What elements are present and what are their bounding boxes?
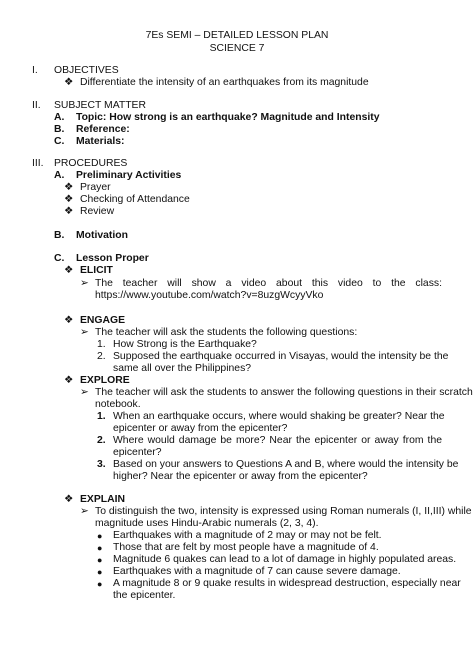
explore-question-1: When an earthquake occurs, where would shaking be greater? Near the [113,411,445,422]
diamond-bullet-icon: ❖ [64,206,74,217]
list-number: 3. [97,459,106,470]
explain-heading: EXPLAIN [80,494,126,505]
arrow-bullet-icon: ➢ [80,278,89,289]
explain-intro-cont: magnitude uses Hindu-Arabic numerals (2, 3, 4). [95,518,319,529]
arrow-bullet-icon: ➢ [80,506,89,517]
dot-bullet-icon: ● [97,531,103,541]
explore-question-3: Based on your answers to Questions A and B, where would the intensity be [113,459,459,470]
diamond-bullet-icon: ❖ [64,494,74,505]
elicit-line: The teacher will show a video about this video to the class: [95,278,442,289]
motivation-heading: Motivation [76,230,128,241]
explain-bullet-1: Earthquakes with a magnitude of 2 may or may not be felt. [113,530,382,541]
prelim-heading: Preliminary Activities [76,170,182,181]
explore-question-3-cont: higher? Near the epicenter or away from the epicenter? [113,471,368,482]
video-link[interactable]: https://www.youtube.com/watch?v=8uzgWcyyVko [95,290,324,301]
objective-item: Differentiate the intensity of an earthquakes from its magnitude [80,77,369,88]
explore-heading: EXPLORE [80,375,130,386]
explore-question-2-cont: epicenter? [113,447,162,458]
dot-bullet-icon: ● [97,567,103,577]
diamond-bullet-icon: ❖ [64,194,74,205]
section-number-i: I. [32,65,38,76]
explore-question-1-cont: epicenter or away from the epicenter? [113,423,288,434]
list-number: 2. [97,435,106,446]
subject-item-letter: C. [54,136,65,147]
explain-bullet-5-cont: the epicenter. [113,590,176,601]
document-title: 7Es SEMI – DETAILED LESSON PLAN [145,30,329,41]
engage-question-2: Supposed the earthquake occurred in Visayas, would the intensity be the [113,351,449,362]
section-number-ii: II. [32,100,41,111]
diamond-bullet-icon: ❖ [64,182,74,193]
document-subject: SCIENCE 7 [209,43,265,54]
subject-matter-heading: SUBJECT MATTER [54,100,146,111]
explain-intro: To distinguish the two, intensity is expressed using Roman numerals (I, II,III) while [95,506,472,517]
objectives-heading: OBJECTIVES [54,65,119,76]
explain-bullet-3: Magnitude 6 quakes can lead to a lot of damage in highly populated areas. [113,554,457,565]
diamond-bullet-icon: ❖ [64,77,74,88]
subject-item-materials: Materials: [76,136,125,147]
section-number-iii: III. [32,158,44,169]
diamond-bullet-icon: ❖ [64,315,74,326]
explain-bullet-2: Those that are felt by most people have a magnitude of 4. [113,542,379,553]
engage-question-1: How Strong is the Earthquake? [113,339,257,350]
prelim-item-prayer: Prayer [80,182,111,193]
diamond-bullet-icon: ❖ [64,375,74,386]
subject-item-letter: B. [54,124,65,135]
lesson-proper-heading: Lesson Proper [76,253,149,264]
list-number: 2. [97,351,106,362]
elicit-heading: ELICIT [80,265,113,276]
procedures-heading: PROCEDURES [54,158,128,169]
arrow-bullet-icon: ➢ [80,387,89,398]
list-number: 1. [97,339,106,350]
dot-bullet-icon: ● [97,543,103,553]
lesson-proper-letter: C. [54,253,65,264]
dot-bullet-icon: ● [97,579,103,589]
explain-bullet-5: A magnitude 8 or 9 quake results in widespread destruction, especially near [113,578,461,589]
list-number: 1. [97,411,106,422]
explore-question-2: Where would damage be more? Near the epicenter or away from the [113,435,442,446]
motivation-letter: B. [54,230,65,241]
explain-bullet-4: Earthquakes with a magnitude of 7 can cause severe damage. [113,566,401,577]
subject-item-letter: A. [54,112,65,123]
subject-item-topic: Topic: How strong is an earthquake? Magnitude and Intensity [76,112,380,123]
prelim-item-attendance: Checking of Attendance [80,194,190,205]
engage-heading: ENGAGE [80,315,126,326]
dot-bullet-icon: ● [97,555,103,565]
engage-intro: The teacher will ask the students the following questions: [95,327,358,338]
prelim-item-review: Review [80,206,115,217]
diamond-bullet-icon: ❖ [64,265,74,276]
prelim-letter: A. [54,170,65,181]
explore-intro-cont: notebook. [95,399,141,410]
subject-item-reference: Reference: [76,124,130,135]
engage-question-2-cont: same all over the Philippines? [113,363,252,374]
explore-intro: The teacher will ask the students to answer the following questions in their scratch [95,387,473,398]
arrow-bullet-icon: ➢ [80,327,89,338]
